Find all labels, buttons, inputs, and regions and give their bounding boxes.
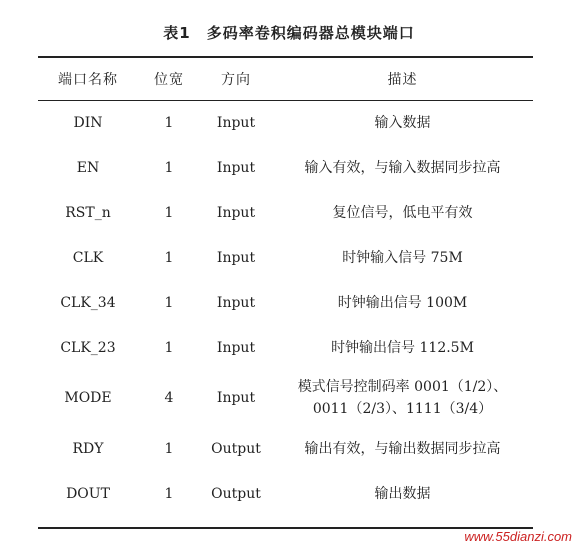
direction-cell: Input — [216, 204, 256, 221]
port-name-cell: CLK — [72, 249, 104, 266]
description-line: 时钟输出信号 100M — [337, 294, 468, 311]
table-row — [38, 190, 533, 235]
bit-width-cell: 1 — [164, 249, 174, 266]
port-table — [38, 58, 533, 516]
table-row — [38, 100, 533, 145]
description-line: 复位信号，低电平有效 — [332, 204, 473, 221]
direction-cell: Output — [211, 440, 261, 457]
port-name-cell: EN — [76, 159, 100, 176]
description-cell — [272, 145, 533, 190]
description-cell — [272, 426, 533, 471]
description-line: 0011（2/3）、1111（3/4） — [312, 401, 493, 417]
bit-width-cell: 1 — [164, 294, 174, 311]
description-cell — [272, 325, 533, 370]
description-line: 输入有效，与输入数据同步拉高 — [304, 159, 501, 176]
table-row — [38, 235, 533, 280]
port-name-cell: CLK_23 — [60, 339, 116, 356]
header-row — [38, 58, 533, 100]
table-row — [38, 471, 533, 516]
description-line: 时钟输入信号 75M — [342, 249, 463, 266]
bit-width-cell: 1 — [164, 204, 174, 221]
port-name-cell: RST_n — [65, 204, 111, 221]
table-row — [38, 370, 533, 426]
direction-cell: Input — [216, 390, 256, 406]
direction-cell: Input — [216, 249, 256, 266]
description-cell — [272, 370, 533, 426]
bit-width-cell: 1 — [164, 440, 174, 457]
description-cell — [272, 280, 533, 325]
bit-width-cell: 1 — [164, 114, 174, 131]
header-port-name: 端口名称 — [58, 72, 118, 88]
header-direction: 方向 — [221, 72, 251, 88]
description-cell — [272, 100, 533, 145]
table-caption: 表1 多码率卷积编码器总模块端口 — [163, 24, 415, 42]
table-row — [38, 426, 533, 471]
table-bottom-rule — [38, 527, 533, 529]
description-line: 模式信号控制码率 0001（1/2）、 — [297, 379, 508, 395]
bit-width-cell: 1 — [164, 159, 174, 176]
site-watermark: www.55dianzi.com — [464, 529, 572, 544]
port-name-cell: DIN — [73, 114, 103, 131]
table-row — [38, 325, 533, 370]
description-line: 输出数据 — [374, 485, 431, 502]
table-body — [38, 100, 533, 516]
port-name-cell: DOUT — [66, 485, 110, 502]
bit-width-cell: 1 — [164, 485, 174, 502]
description-line: 时钟输出信号 112.5M — [331, 339, 474, 356]
table-row — [38, 280, 533, 325]
description-cell — [272, 235, 533, 280]
direction-cell: Output — [211, 485, 261, 502]
bit-width-cell: 4 — [164, 390, 174, 406]
table-header — [38, 58, 533, 100]
port-name-cell: RDY — [72, 440, 104, 457]
description-line: 输出有效，与输出数据同步拉高 — [304, 440, 501, 457]
bit-width-cell: 1 — [164, 339, 174, 356]
direction-cell: Input — [216, 159, 256, 176]
header-bit-width: 位宽 — [154, 72, 184, 88]
direction-cell: Input — [216, 294, 256, 311]
header-description: 描述 — [387, 72, 418, 88]
direction-cell: Input — [216, 114, 256, 131]
direction-cell: Input — [216, 339, 256, 356]
table-row — [38, 145, 533, 190]
description-cell — [272, 471, 533, 516]
description-cell — [272, 190, 533, 235]
port-name-cell: CLK_34 — [60, 294, 116, 311]
description-line: 输入数据 — [374, 114, 431, 131]
port-name-cell: MODE — [64, 390, 112, 406]
